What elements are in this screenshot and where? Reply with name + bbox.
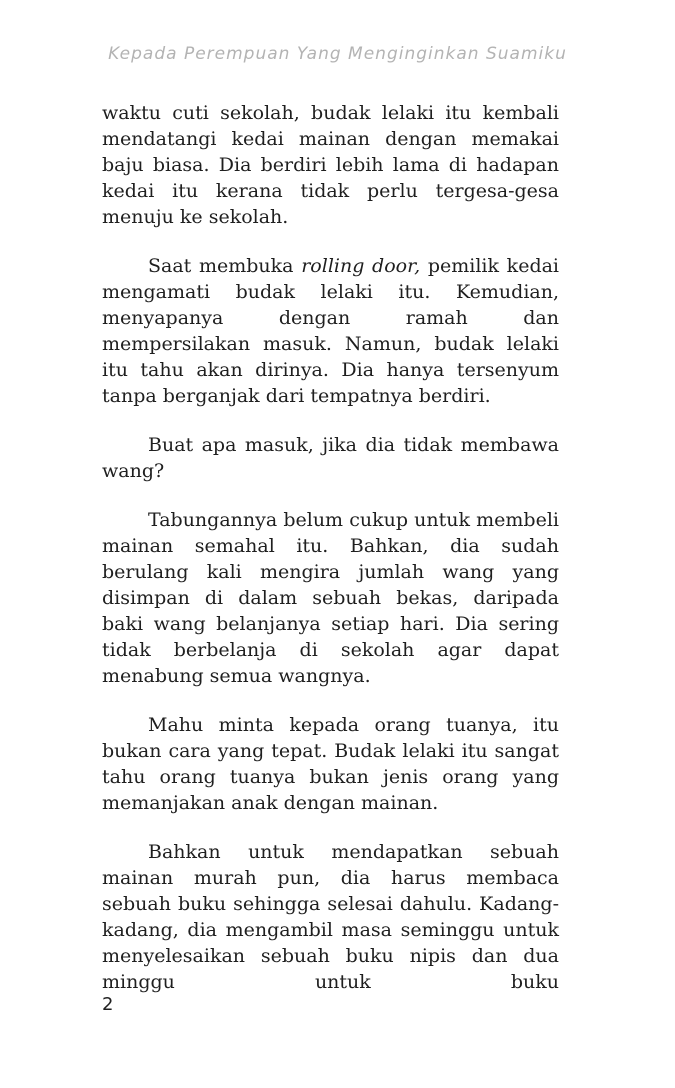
paragraph-2-italic-term: rolling door, (301, 255, 421, 277)
paragraph-2-rest: pemilik kedai mengamati budak lelaki itu. Kemudian, menyapanya dengan ramah dan mempersilakan masuk. Namun, budak lelaki itu tahu akan dirinya. Dia hanya tersenyum tanpa berganjak dari tempatnya berdiri. (102, 255, 560, 407)
paragraph-3: Buat apa masuk, jika dia tidak membawa wang? (102, 434, 559, 482)
paragraph-2 (102, 253, 559, 409)
body-text (102, 100, 559, 1018)
paragraph-2-lead: Saat membuka (148, 255, 302, 277)
page-number: 2 (102, 994, 114, 1015)
paragraph-5: Mahu minta kepada orang tuanya, itu bukan cara yang tepat. Budak lelaki itu sangat tahu orang tuanya bukan jenis orang yang memanjakan anak dengan mainan. (102, 714, 559, 814)
paragraph-4: Tabungannya belum cukup untuk membeli mainan semahal itu. Bahkan, dia sudah berulang kali mengira jumlah wang yang disimpan di dalam sebuah bekas, daripada baki wang belanjanya setiap hari. Dia sering tidak berbelanja di sekolah agar dapat menabung semua wangnya. (102, 509, 559, 687)
paragraph-1: waktu cuti sekolah, budak lelaki itu kembali mendatangi kedai mainan dengan memakai baju biasa. Dia berdiri lebih lama di hadapan kedai itu kerana tidak perlu tergesa-gesa menuju ke sekolah. (102, 102, 559, 228)
paragraph-6: Bahkan untuk mendapatkan sebuah mainan murah pun, dia harus membaca sebuah buku sehingga selesai dahulu. Kadang-kadang, dia mengambil masa seminggu untuk menyelesaikan sebuah buku nipis dan dua minggu untuk buku (102, 841, 559, 993)
running-header: Kepada Perempuan Yang Menginginkan Suamiku (108, 44, 567, 64)
